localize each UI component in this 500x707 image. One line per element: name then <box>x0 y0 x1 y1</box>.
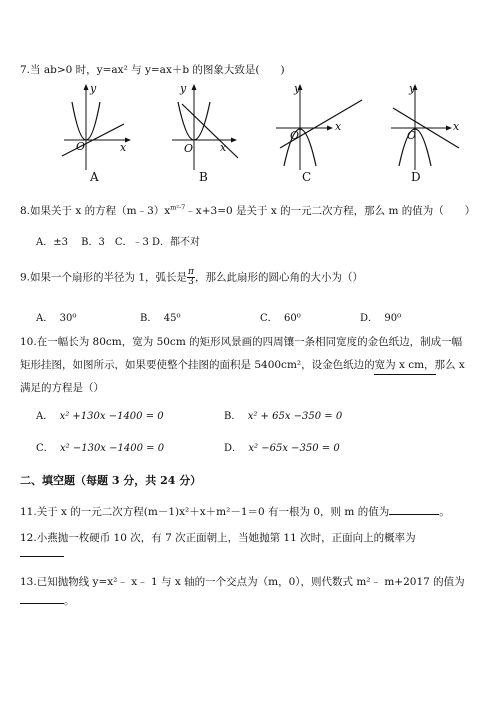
q10-option-d <box>224 439 340 454</box>
q8-exponent: m²-7 <box>170 203 186 212</box>
q10-line2: 矩形挂图，如图所示，如果要使整个挂图的面积是 5400cm²，设金色纸边的宽为 x cm，那么 x <box>20 359 465 371</box>
graph-a-x-label: x <box>120 141 127 154</box>
q9-stem-a: 9.如果一个扇形的半径为 1，弧长是 <box>20 271 188 284</box>
q8-stem <box>20 203 475 218</box>
q13-line1: 13.已知抛物线 y=x²﹣ x﹣ 1 与 x 轴的一个交点为（m，0），则代数式 m²﹣ m+2017 的值为 <box>20 576 465 588</box>
q13-answer-blank[interactable] <box>20 593 64 604</box>
q10-option-b-value: x² + 65x −350 = 0 <box>247 411 343 422</box>
graph-c-y-label: y <box>294 82 301 95</box>
q9-stem-b: ，那么此扇形的圆心角的大小为（） <box>194 271 363 284</box>
graph-c-label: C <box>302 170 312 184</box>
q9-option-b-value: 45⁰ <box>163 313 181 324</box>
graph-d <box>383 82 473 172</box>
q13-answer-line <box>20 593 75 608</box>
q13-tail: 。 <box>64 595 75 607</box>
q10-option-d-letter: D． <box>224 443 243 454</box>
q10-option-c-letter: C． <box>36 443 54 454</box>
q10-option-b <box>224 407 342 422</box>
graph-c-plot <box>270 82 365 172</box>
q10-option-a-letter: A． <box>36 411 54 422</box>
q9-frac-num: π <box>188 267 194 277</box>
q9-option-b-letter: B． <box>140 313 158 324</box>
q12-line1: 12.小燕抛一枚硬币 10 次，有 7 次正面朝上，当她抛第 11 次时，正面向上的概率为 <box>20 532 416 544</box>
q11-tail: 。 <box>439 506 450 518</box>
graph-b-origin: O <box>184 142 194 155</box>
graph-b-x-label: x <box>220 141 227 154</box>
graph-c-x-label: x <box>335 120 342 133</box>
q10-option-b-letter: B． <box>224 411 242 422</box>
q10-option-a <box>36 407 164 422</box>
graph-b <box>168 82 253 172</box>
graph-a-y-label: y <box>90 82 97 95</box>
q10-underline <box>374 374 436 375</box>
q8-stem-a: 8.如果关于 x 的方程（m﹣3）x <box>20 205 171 217</box>
q10-option-c-value: x² −130x −1400 = 0 <box>60 443 165 454</box>
q9-option-a <box>36 309 76 324</box>
q10-option-d-value: x² −65x −350 = 0 <box>248 443 340 454</box>
q10-line1: 10.在一幅长为 80cm，宽为 50cm 的矩形风景画的四周镶一条相同宽度的金色纸边，制成一幅 <box>20 336 463 348</box>
q11-stem <box>20 504 450 519</box>
q9-fraction <box>187 268 195 287</box>
q10-option-a-value: x² +130x −1400 = 0 <box>59 411 164 422</box>
graph-c-origin: O <box>290 129 300 142</box>
q10-line3: 满足的方程是（） <box>20 382 104 394</box>
graph-b-plot <box>168 82 253 172</box>
q9-option-b <box>140 309 180 324</box>
q9-stem <box>20 268 363 287</box>
q11-answer-blank[interactable] <box>389 504 439 515</box>
graph-b-y-label: y <box>180 82 187 95</box>
q11-text: 11.关于 x 的一元二次方程(m－1)x²＋x＋m²－1＝0 有一根为 0，则 m 的值为 <box>20 506 390 518</box>
q9-option-d-value: 90⁰ <box>384 313 402 324</box>
graph-d-origin: O <box>407 129 417 142</box>
q12-answer-blank[interactable] <box>20 556 64 557</box>
q9-frac-den: 3 <box>188 277 194 287</box>
q9-option-d <box>360 309 401 324</box>
graph-d-y-label: y <box>409 82 416 95</box>
graph-a-label: A <box>90 170 99 184</box>
q9-option-c-letter: C． <box>260 313 278 324</box>
graph-d-plot <box>383 82 473 172</box>
q9-option-c <box>260 309 301 324</box>
q9-option-c-value: 60⁰ <box>284 313 301 324</box>
graph-d-x-label: x <box>453 120 460 133</box>
graph-a <box>58 82 143 172</box>
q8-stem-b: ﹣x+3=0 是关于 x 的一元二次方程，那么 m 的值为（ ） <box>185 205 476 217</box>
graph-d-label: D <box>411 170 421 184</box>
q9-option-d-letter: D． <box>360 313 379 324</box>
graph-c <box>270 82 365 172</box>
q7-stem: 7.当 ab>0 时，y=ax² 与 y=ax＋b 的图象大致是( ) <box>20 64 285 76</box>
q8-options: A．±3 B．3 C．﹣3 D．都不对 <box>36 237 201 248</box>
q9-option-a-value: 30⁰ <box>59 313 77 324</box>
q9-option-a-letter: A． <box>36 313 54 324</box>
graph-b-label: B <box>199 170 208 184</box>
graph-a-origin: O <box>76 140 86 153</box>
graph-a-plot <box>58 82 143 172</box>
section-title: 二、填空题（每题 3 分，共 24 分） <box>20 474 202 487</box>
q10-option-c <box>36 439 164 454</box>
